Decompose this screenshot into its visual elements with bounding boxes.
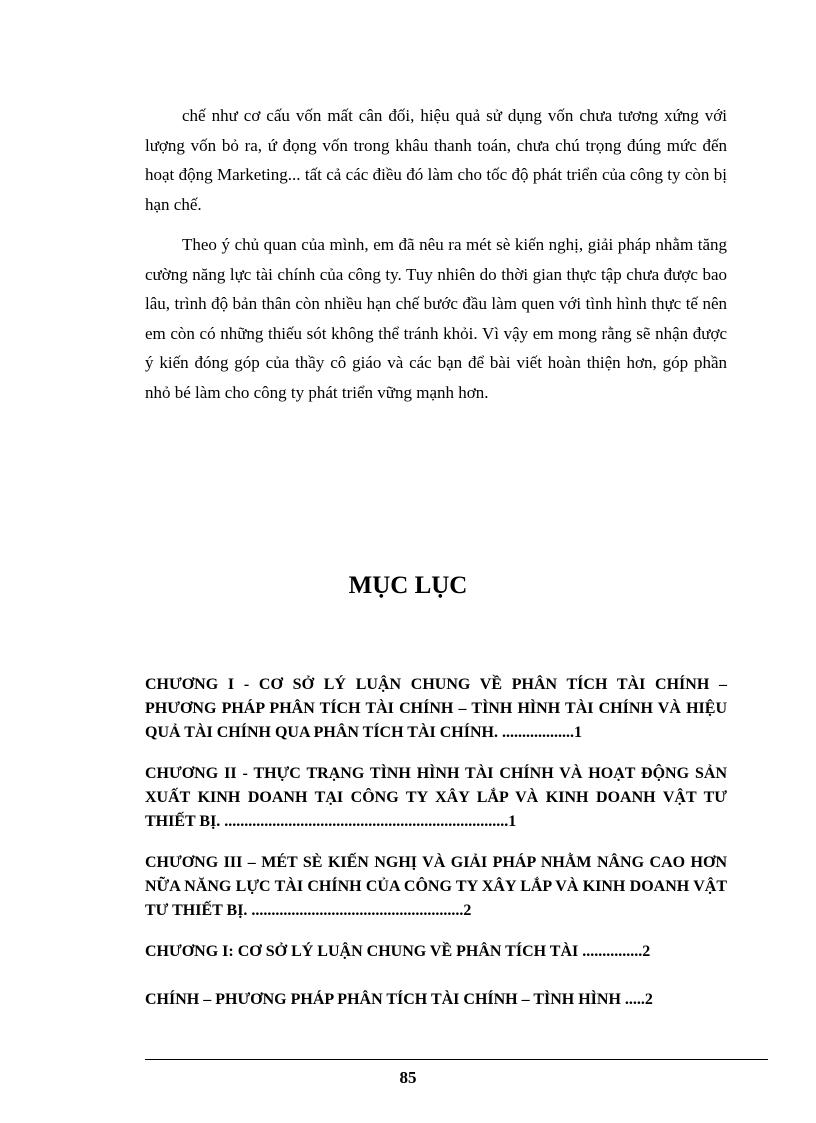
footer-divider	[145, 1059, 768, 1060]
page-number: 85	[399, 1068, 417, 1087]
toc-entry-chapter-2[interactable]: CHƯƠNG II - THỰC TRẠNG TÌNH HÌNH TÀI CHÍNH VÀ HOẠT ĐỘNG SẢN XUẤT KINH DOANH TẠI CÔNG TY XÂY LẮP VÀ KINH DOANH VẬT TƯ THIẾT BỊ. .......................................................................1	[145, 765, 727, 830]
toc-entry-chapter-1[interactable]: CHƯƠNG I - CƠ SỞ LÝ LUẬN CHUNG VỀ PHÂN TÍCH TÀI CHÍNH – PHƯƠNG PHÁP PHÂN TÍCH TÀI CHÍNH – TÌNH HÌNH TÀI CHÍNH VÀ HIỆU QUẢ TÀI CHÍNH QUA PHÂN TÍCH TÀI CHÍNH. ..................1	[145, 676, 727, 741]
toc-title: MỤC LỤC	[348, 572, 468, 599]
toc-entry-continuation[interactable]: CHÍNH – PHƯƠNG PHÁP PHÂN TÍCH TÀI CHÍNH – TÌNH HÌNH .....2	[145, 991, 653, 1008]
toc-entry-chapter-1-short[interactable]: CHƯƠNG I: CƠ SỞ LÝ LUẬN CHUNG VỀ PHÂN TÍCH TÀI ...............2	[145, 943, 651, 960]
toc-entry-chapter-3[interactable]: CHƯƠNG III – MÉT SÈ KIẾN NGHỊ VÀ GIẢI PHÁP NHẰM NÂNG CAO HƠN NỮA NĂNG LỰC TÀI CHÍNH CỦA CÔNG TY XÂY LẮP VÀ KINH DOANH VẬT TƯ THIẾT BỊ. .....................................................2	[145, 854, 727, 919]
body-paragraph-1: chế như cơ cấu vốn mất cân đối, hiệu quả sử dụng vốn chưa tương xứng với lượng vốn bỏ ra, ứ đọng vốn trong khâu thanh toán, chưa chú trọng đúng mức đến hoạt động Marketing... tất cả các điều đó làm cho tốc độ phát triển của công ty còn bị hạn chế.	[145, 106, 727, 214]
body-paragraph-2: Theo ý chủ quan của mình, em đã nêu ra mét sè kiến nghị, giải pháp nhằm tăng cường năng lực tài chính của công ty. Tuy nhiên do thời gian thực tập chưa được bao lâu, trình độ bản thân còn nhiều hạn chế bước đầu làm quen với tình hình thực tế nên em còn có những thiếu sót không thể tránh khỏi. Vì vậy em mong rằng sẽ nhận được ý kiến đóng góp của thầy cô giáo và các bạn để bài viết hoàn thiện hơn, góp phần nhỏ bé làm cho công ty phát triển vững mạnh hơn.	[145, 235, 727, 402]
